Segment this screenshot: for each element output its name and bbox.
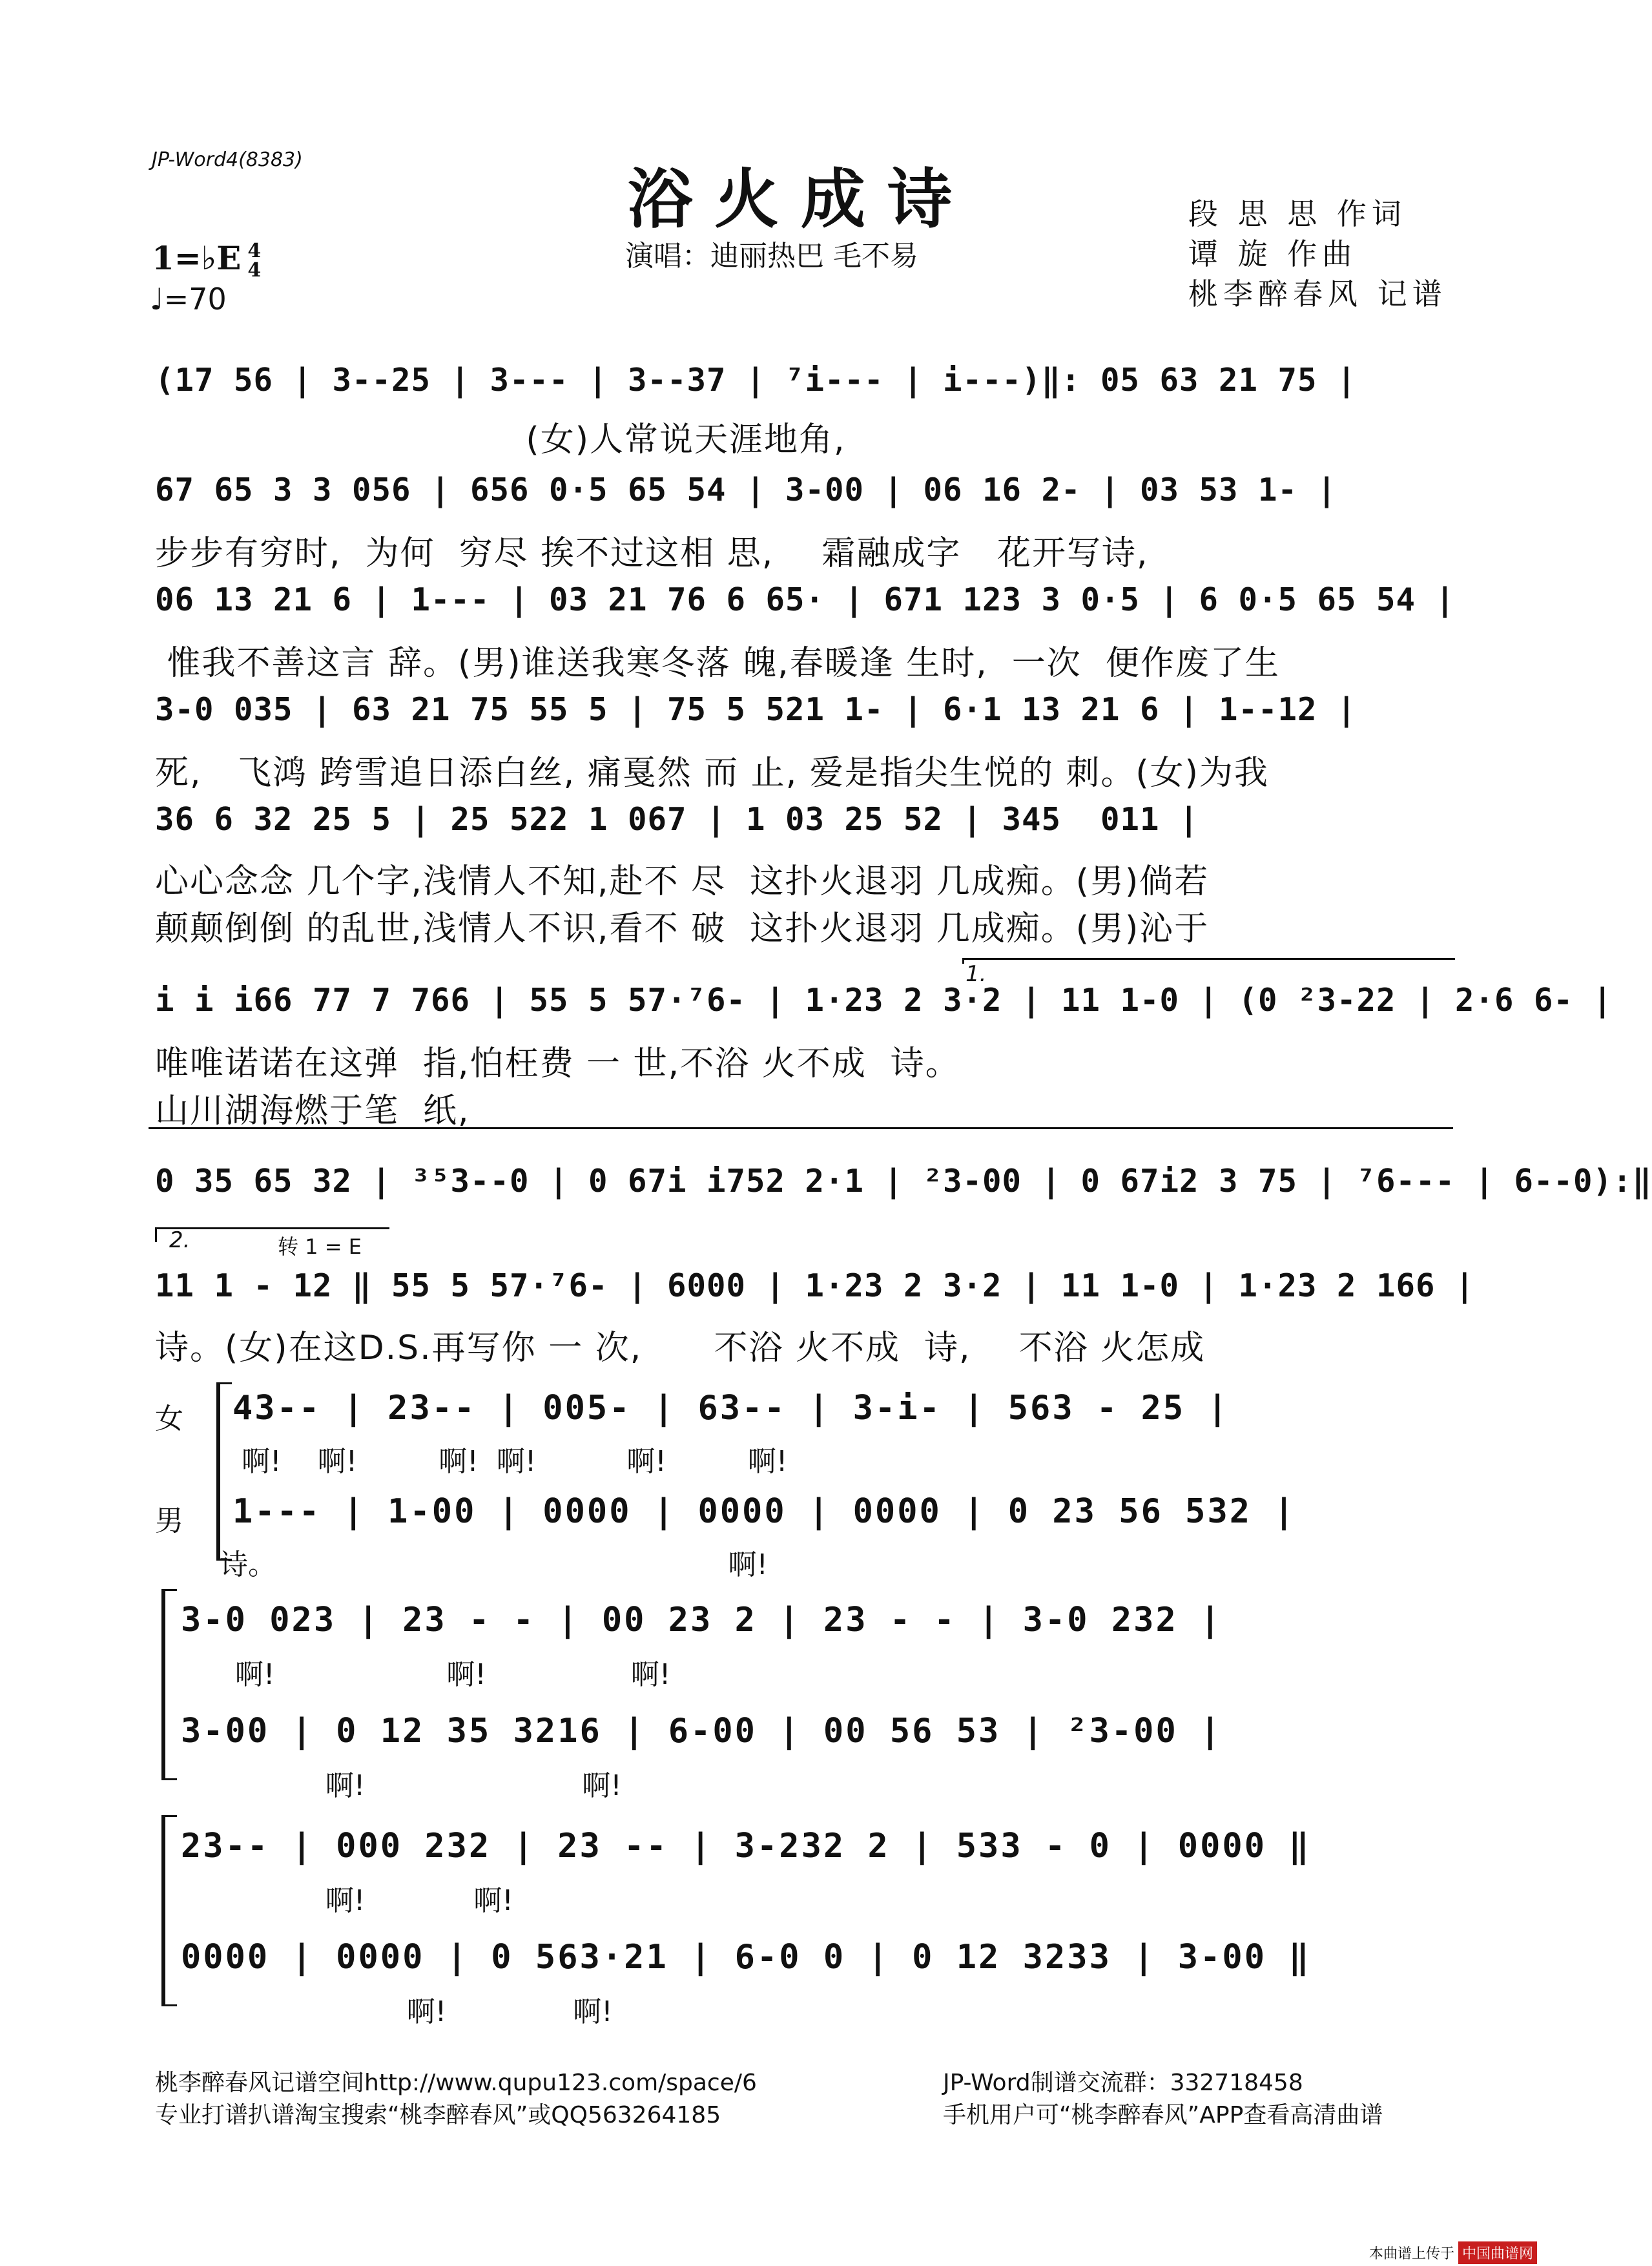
time-bottom: 4 [247, 259, 262, 282]
lyric-line: 山川湖海燃于笔 纸, [155, 1092, 470, 1130]
lyric-line: 唯唯诺诺在这弹 指,怕枉费 一 世,不浴 火不成 诗。 [155, 1045, 960, 1083]
watermark-text: 本曲谱上传于 [1369, 2246, 1455, 2262]
lyric-line: 死, 飞鸿 跨雪追日添白丝, 痛戛然 而 止, 爱是指尖生悦的 刺。(女)为我 [155, 754, 1269, 793]
modulation-marking: 转 1 = E [278, 1234, 362, 1259]
female-part-label: 女 [155, 1402, 183, 1435]
volta-2-label: 2. [169, 1227, 191, 1253]
section-divider [149, 1127, 1453, 1130]
lyric-line: (女)人常说天涯地角, [155, 421, 846, 459]
song-title: 浴火成诗 [628, 161, 974, 237]
footer-app: 手机用户可“桃李醉春风”APP查看高清曲谱 [943, 2102, 1383, 2128]
male-part-label: 男 [155, 1504, 183, 1537]
female-notation: 3-0 023 | 23 - - | 00 23 2 | 23 - - | 3-0 232 | [181, 1601, 1223, 1639]
software-label: JP-Word4(8383) [152, 149, 303, 171]
staff-brace [216, 1382, 232, 1561]
notation-line: 36 6 32 25 5 | 25 522 1 067 | 1 03 25 52 | 345 011 | [155, 801, 1199, 838]
male-notation: 1--- | 1-00 | 0000 | 0000 | 0000 | 0 23 56 532 | [232, 1492, 1296, 1531]
lyric-line: 诗。(女)在这D.S.再写你 一 次, 不浴 火不成 诗, 不浴 火怎成 [155, 1329, 1206, 1367]
volta-bracket [962, 958, 1455, 964]
male-lyrics: 啊! 啊! [181, 1995, 613, 2028]
male-lyrics: 啊! 啊! [181, 1769, 622, 1802]
staff-brace [161, 1815, 177, 2006]
time-signature [247, 242, 261, 280]
notation-line: (17 56 | 3--25 | 3--- | 3--37 | ⁷i--- | i---)‖: 05 63 21 75 | [155, 362, 1357, 399]
key-label: 1=♭E [152, 239, 242, 277]
staff-brace [161, 1589, 177, 1780]
notation-line: i i i66 77 7 766 | 55 5 57·⁷6- | 1·23 2 3·2 | 11 1-0 | (0 ²3-22 | 2·6 6- | [155, 982, 1613, 1019]
notation-line: 3-0 035 | 63 21 75 55 5 | 75 5 521 1- | 6·1 13 21 6 | 1--12 | [155, 691, 1357, 728]
footer-contact: 专业打谱扒谱淘宝搜索“桃李醉春风”或QQ563264185 [155, 2102, 721, 2128]
notation-line: 67 65 3 3 056 | 656 0·5 65 54 | 3-00 | 06 16 2- | 03 53 1- | [155, 472, 1337, 508]
female-notation: 23-- | 000 232 | 23 -- | 3-232 2 | 533 - 0 | 0000 ‖ [181, 1827, 1311, 1866]
singers: 演唱：迪丽热巴 毛不易 [625, 240, 918, 273]
footer-group: JP-Word制谱交流群：332718458 [943, 2070, 1303, 2096]
lyric-line: 惟我不善这言 辞。(男)谁送我寒冬落 魄,春暖逢 生时, 一次 便作废了生 [155, 644, 1280, 683]
notation-line: 11 1 - 12 ‖ 55 5 57·⁷6- | 6000 | 1·23 2 3·2 | 11 1-0 | 1·23 2 166 | [155, 1267, 1475, 1304]
lyric-line: 心心念念 几个字,浅情人不知,赴不 尽 这扑火退羽 几成痴。(男)倘若 [155, 862, 1210, 901]
key-signature [152, 239, 261, 280]
female-lyrics: 啊! 啊! 啊! 啊! 啊! 啊! [232, 1445, 788, 1478]
male-lyrics: 诗。 啊! [220, 1548, 768, 1581]
tempo-marking: ♩=70 [150, 282, 227, 317]
lyric-line: 颠颠倒倒 的乱世,浅情人不识,看不 破 这扑火退羽 几成痴。(男)沁于 [155, 910, 1210, 948]
lyricist: 段 思 思 作词 [1188, 196, 1407, 231]
site-logo: 中国曲谱网 [1458, 2241, 1537, 2264]
notation-line: 06 13 21 6 | 1--- | 03 21 76 6 65· | 671 123 3 0·5 | 6 0·5 65 54 | [155, 581, 1456, 618]
female-lyrics: 啊! 啊! 啊! [181, 1658, 671, 1691]
footer-website: 桃李醉春风记谱空间http://www.qupu123.com/space/6 [155, 2070, 757, 2096]
credits [1188, 194, 1447, 314]
lyric-line: 步步有穷时, 为何 穷尽 挨不过这相 思, 霜融成字 花开写诗, [155, 534, 1149, 573]
upload-watermark [1369, 2241, 1537, 2264]
female-lyrics: 啊! 啊! [181, 1884, 513, 1917]
notation-line: 0 35 65 32 | ³⁵3--0 | 0 67i i752 2·1 | ²3-00 | 0 67i2 3 75 | ⁷6--- | 6--0):‖ [155, 1163, 1652, 1200]
male-notation: 0000 | 0000 | 0 563·21 | 6-0 0 | 0 12 3233 | 3-00 ‖ [181, 1938, 1311, 1977]
female-notation: 43-- | 23-- | 005- | 63-- | 3-i- | 563 - 25 | [232, 1389, 1230, 1428]
transcriber: 桃李醉春风 记谱 [1188, 276, 1447, 311]
volta-1-label: 1. [965, 961, 987, 987]
composer: 谭 旋 作曲 [1188, 236, 1358, 271]
male-notation: 3-00 | 0 12 35 3216 | 6-00 | 00 56 53 | ²3-00 | [181, 1712, 1223, 1751]
time-top: 4 [247, 240, 262, 262]
